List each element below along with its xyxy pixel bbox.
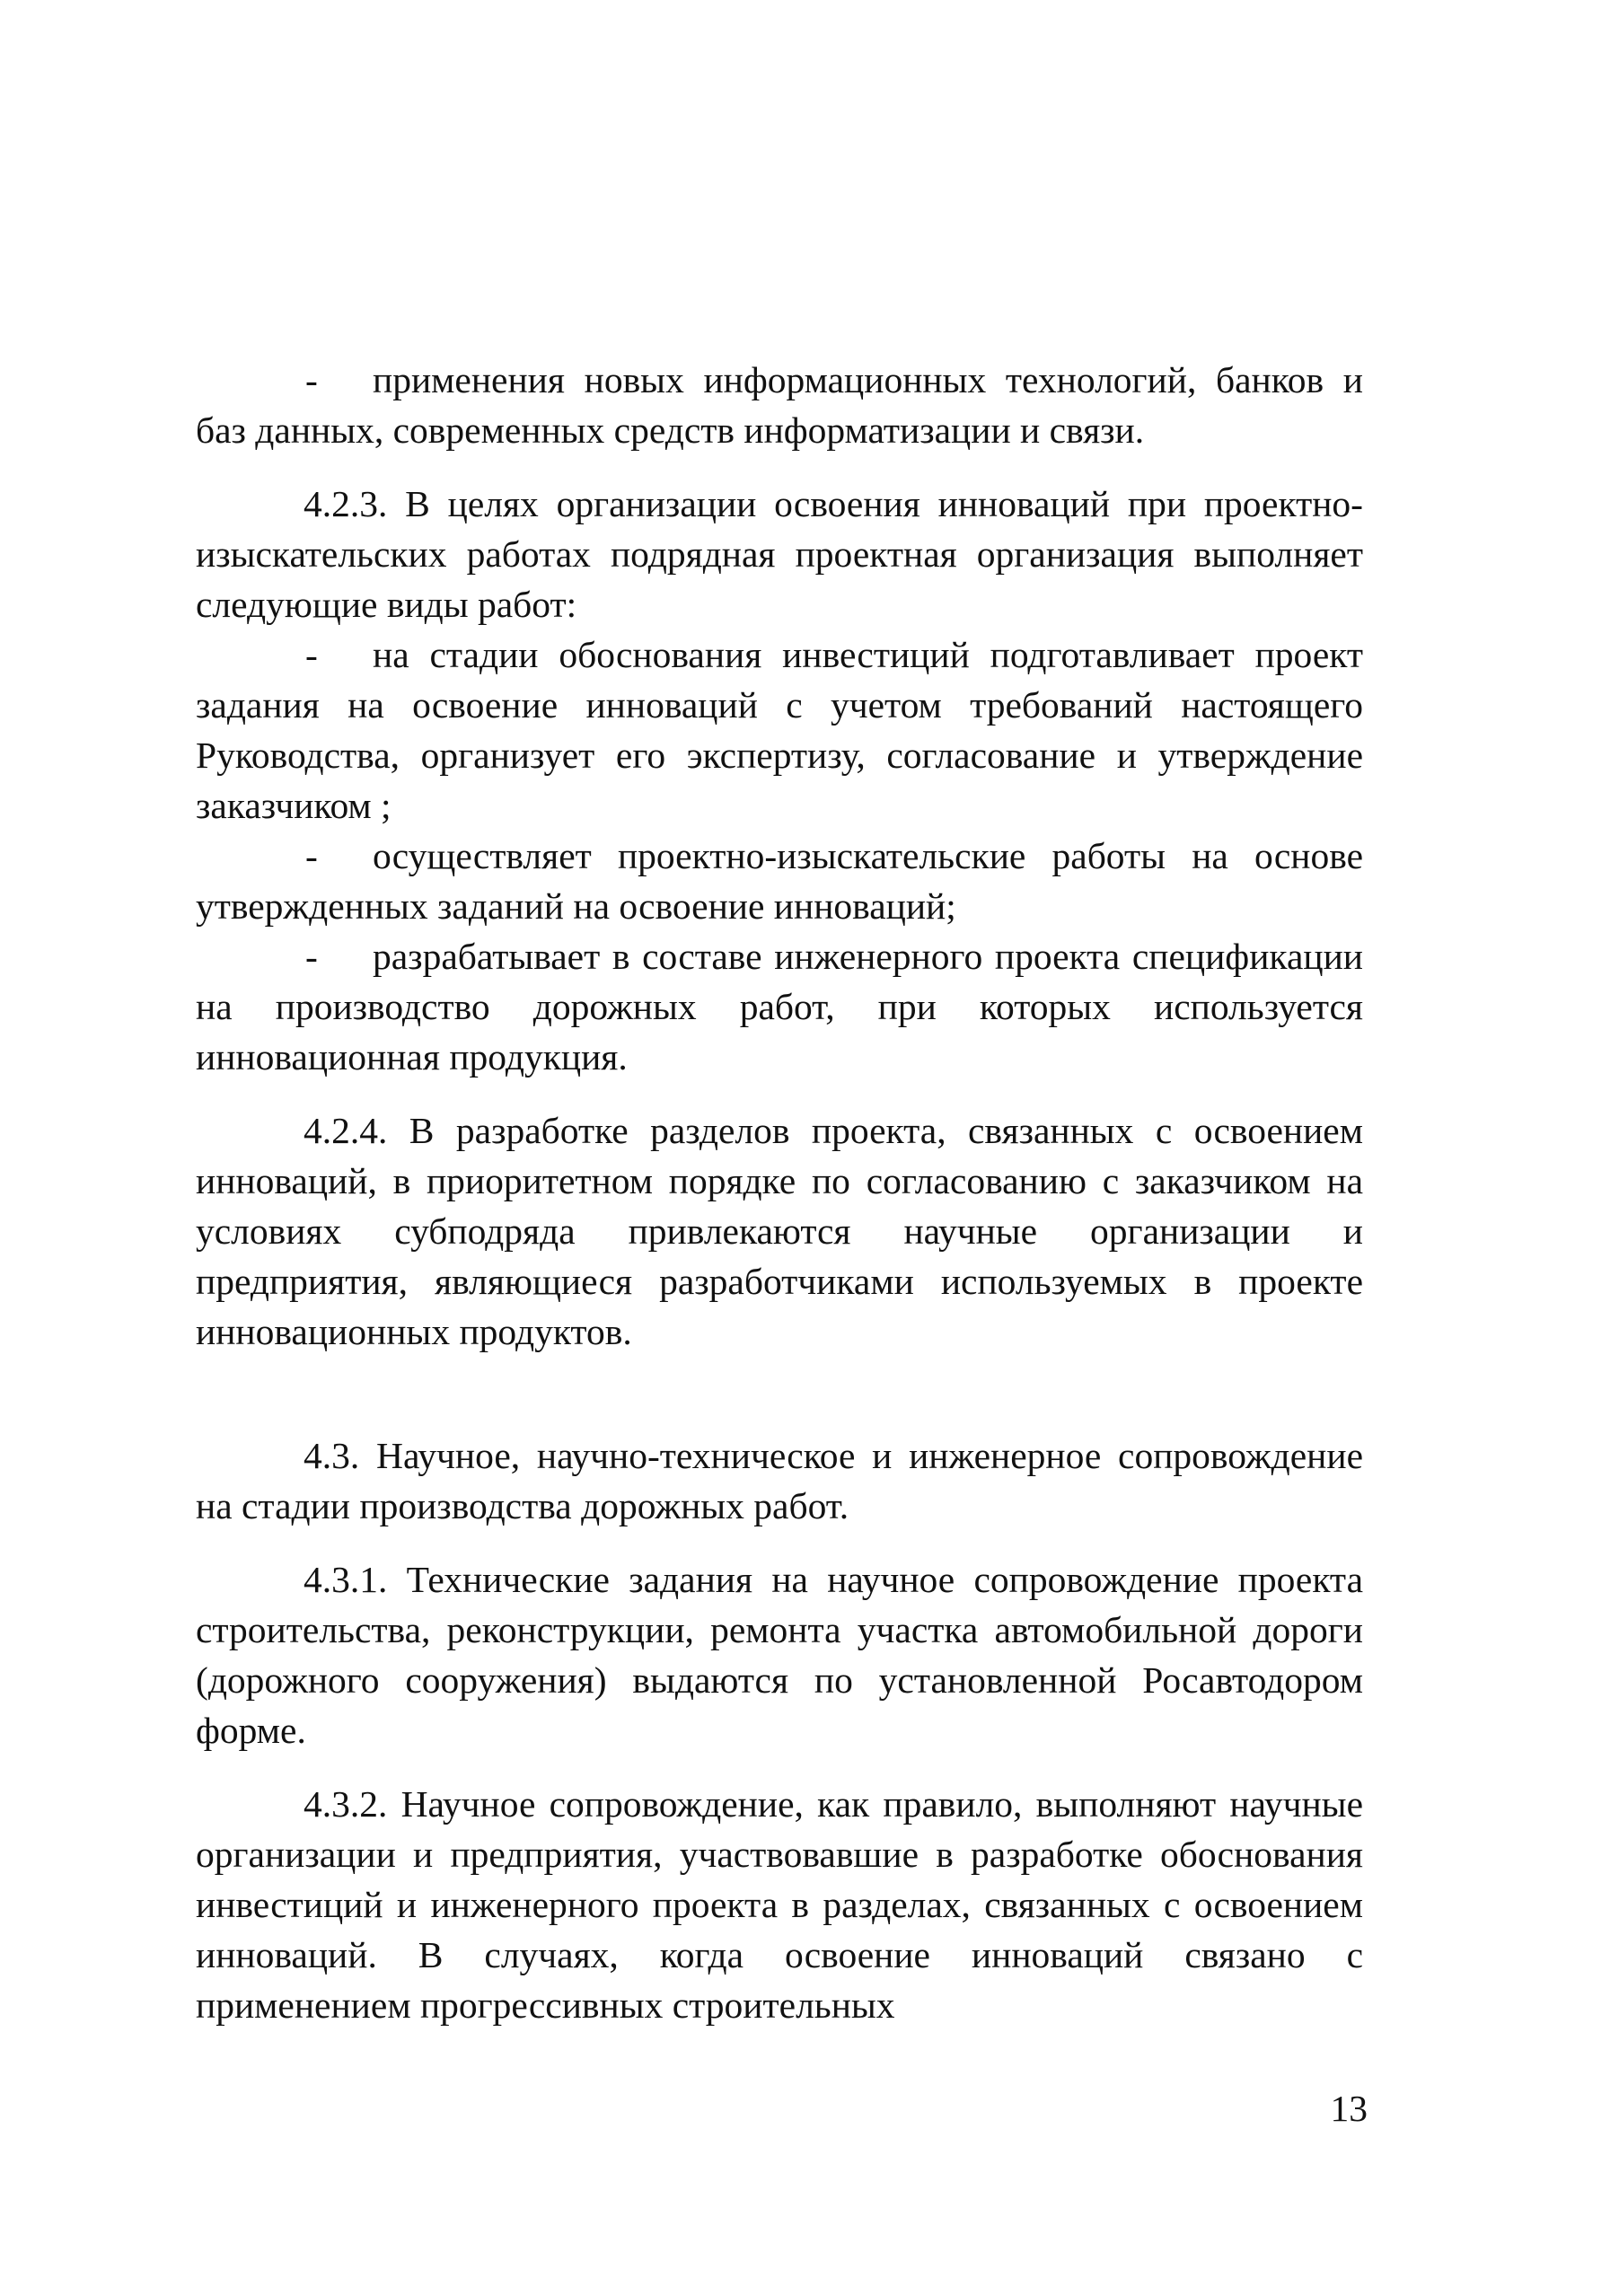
list-item <box>196 355 1363 455</box>
list-item <box>196 831 1363 931</box>
page-number: 13 <box>1330 2088 1368 2129</box>
paragraph-text: осуществляет проектно-изыскательские работы на основе утвержденных заданий на освоение инноваций; <box>196 835 1363 927</box>
bullet-dash: - <box>305 634 318 675</box>
paragraph-text: применения новых информационных технологий, банков и баз данных, современных средств информатизации и связи. <box>196 359 1363 451</box>
paragraph-4-3-2: 4.3.2. Научное сопровождение, как правило, выполняют научные организации и предприятия, участвовавшие в разработке обоснования инвестиций и инженерного проекта в разделах, связанных с освоением инноваций. В случаях, когда освоение инноваций связано с применением прогрессивных строительных <box>196 1783 1363 2026</box>
bullet-dash: - <box>305 359 318 400</box>
paragraph-text: разрабатывает в составе инженерного проекта спецификации на производство дорожных работ, при которых используется инновационная продукция. <box>196 936 1363 1078</box>
body-text <box>196 355 1363 2030</box>
section-heading-4-3: 4.3. Научное, научно-техническое и инженерное сопровождение на стадии производства дорожных работ. <box>196 1435 1363 1526</box>
bullet-dash: - <box>305 835 318 876</box>
paragraph-4-3-1: 4.3.1. Технические задания на научное сопровождение проекта строительства, реконструкции, ремонта участка автомобильной дороги (дорожного сооружения) выдаются по установленной Росавтодором форме. <box>196 1559 1363 1751</box>
paragraph-4-2-4: 4.2.4. В разработке разделов проекта, связанных с освоением инноваций, в приоритетном порядке по согласованию с заказчиком на условиях субподряда привлекаются научные организации и предприятия, являющиеся разработчиками используемых в проекте инновационных продуктов. <box>196 1110 1363 1352</box>
bullet-dash: - <box>305 936 318 977</box>
list-item <box>196 931 1363 1082</box>
list-item <box>196 629 1363 831</box>
paragraph-text: на стадии обоснования инвестиций подготавливает проект задания на освоение инноваций с учетом требований настоящего Руководства, организует его экспертизу, согласование и утверждение заказчиком ; <box>196 634 1363 826</box>
paragraph-4-2-3: 4.2.3. В целях организации освоения инноваций при проектно-изыскательских работах подрядная проектная организация выполняет следующие виды работ: <box>196 483 1363 625</box>
